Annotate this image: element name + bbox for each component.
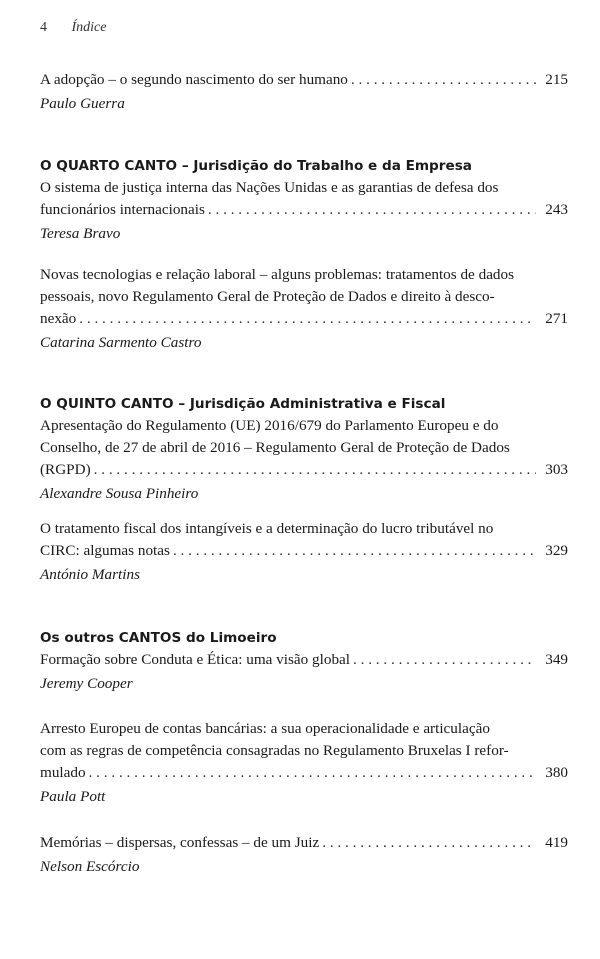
toc-entry-title-line: Arresto Europeu de contas bancárias: a sua operacionalidade e articulação xyxy=(40,720,490,737)
toc-entry[interactable] xyxy=(40,415,568,505)
toc-page-number: 243 xyxy=(545,201,568,218)
toc-page-number: 419 xyxy=(545,834,568,851)
dot-leader xyxy=(353,649,536,671)
toc-entry-title: Formação sobre Conduta e Ética: uma visão global . . . 349 xyxy=(40,649,568,671)
toc-author: Nelson Escórcio xyxy=(40,858,140,875)
toc-entry-title-line: O sistema de justiça interna das Nações Unidas e as garantias de defesa dos xyxy=(40,179,499,196)
toc-entry-title-line: O tratamento fiscal dos intangíveis e a determinação do lucro tributável no xyxy=(40,520,494,537)
section-heading: Os outros CANTOS do Limoeiro xyxy=(40,630,277,646)
toc-entry[interactable] xyxy=(40,718,568,808)
dot-leader xyxy=(89,762,536,784)
toc-author: Alexandre Sousa Pinheiro xyxy=(40,485,199,502)
toc-page-number: 271 xyxy=(545,310,568,327)
toc-page-number: 303 xyxy=(545,461,568,478)
toc-page-number: 329 xyxy=(545,542,568,559)
toc-author: Teresa Bravo xyxy=(40,225,121,242)
dot-leader xyxy=(173,540,536,562)
toc-entry[interactable] xyxy=(40,177,568,245)
toc-entry-title: nexão . . . 271 xyxy=(40,308,568,330)
toc-entry-title: A adopção – o segundo nascimento do ser humano . . . 215 xyxy=(40,69,568,91)
section-heading: O QUINTO CANTO – Jurisdição Administrativa e Fiscal xyxy=(40,396,446,412)
toc-entry[interactable] xyxy=(40,518,568,586)
toc-page-number: 349 xyxy=(545,651,568,668)
toc-entry-title-line: pessoais, novo Regulamento Geral de Proteção de Dados e direito à desco- xyxy=(40,288,495,305)
toc-entry-title: (RGPD) . . . 303 xyxy=(40,459,568,481)
toc-author: Paulo Guerra xyxy=(40,95,125,112)
toc-entry-title-line: com as regras de competência consagradas no Regulamento Bruxelas I refor- xyxy=(40,742,509,759)
running-title: Índice xyxy=(71,20,107,35)
toc-entry[interactable] xyxy=(40,649,568,695)
toc-entry[interactable] xyxy=(40,69,568,115)
toc-entry-title-line: Conselho, de 27 de abril de 2016 – Regulamento Geral de Proteção de Dados xyxy=(40,439,510,456)
dot-leader xyxy=(79,308,536,330)
dot-leader xyxy=(351,69,536,91)
toc-entry[interactable] xyxy=(40,832,568,878)
toc-author: António Martins xyxy=(40,566,140,583)
toc-page-number: 215 xyxy=(545,71,568,88)
toc-author: Paula Pott xyxy=(40,788,106,805)
section-heading: O QUARTO CANTO – Jurisdição do Trabalho e da Empresa xyxy=(40,158,472,174)
page-number: 4 xyxy=(40,20,47,35)
toc-entry[interactable] xyxy=(40,264,568,354)
toc-entry-title: Memórias – dispersas, confessas – de um Juiz . . . 419 xyxy=(40,832,568,854)
toc-entry-title: CIRC: algumas notas . . . 329 xyxy=(40,540,568,562)
dot-leader xyxy=(94,459,536,481)
dot-leader xyxy=(322,832,536,854)
dot-leader xyxy=(208,199,536,221)
running-head xyxy=(40,20,106,36)
toc-entry-title-line: Novas tecnologias e relação laboral – alguns problemas: tratamentos de dados xyxy=(40,266,515,283)
toc-entry-title: funcionários internacionais . . . 243 xyxy=(40,199,568,221)
toc-page-number: 380 xyxy=(545,764,568,781)
toc-entry-title-line: Apresentação do Regulamento (UE) 2016/679 do Parlamento Europeu e do xyxy=(40,417,499,434)
toc-author: Catarina Sarmento Castro xyxy=(40,334,202,351)
toc-author: Jeremy Cooper xyxy=(40,675,133,692)
toc-entry-title: mulado . . . 380 xyxy=(40,762,568,784)
